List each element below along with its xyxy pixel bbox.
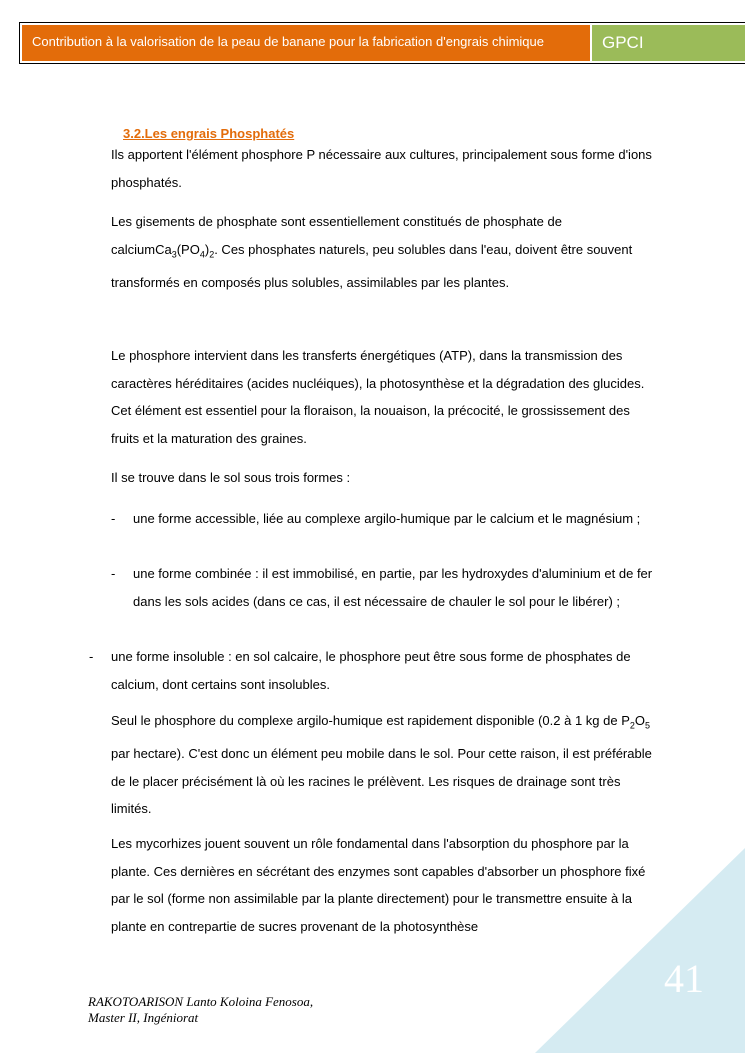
list-item: une forme insoluble : en sol calcaire, le phosphore peut être sous forme de phosphates de calcium, dont certains sont insolubles. (111, 649, 631, 692)
bullet-marker: - (89, 649, 94, 664)
paragraph-1: Ils apportent l'élément phosphore P nécessaire aux cultures, principalement sous forme d'ions phosphatés. (111, 147, 652, 190)
bullet-marker: - (111, 511, 116, 526)
section-heading: 3.2.Les engrais Phosphatés (123, 126, 295, 141)
page-number: 41 (664, 956, 704, 1001)
header-code: GPCI (592, 25, 745, 61)
paragraph-2: Les gisements de phosphate sont essentiellement constitués de phosphate de $calciumCa_3(PO_4)_2$. Ces phosphates naturels, peu solubles dans l'eau, doivent être souvent transformés en composés plus solubles, assimilables par les plantes. (111, 214, 633, 290)
footer-author (88, 994, 313, 1026)
author-degree: Master II, Ingéniorat (88, 1010, 199, 1025)
header-title: Contribution à la valorisation de la peau de banane pour la fabrication d'engrais chimique (22, 25, 592, 61)
list-item: une forme combinée : il est immobilisé, en partie, par les hydroxydes d'aluminium et de fer dans les sols acides (dans ce cas, il est nécessaire de chauler le sol pour le libérer) ; (133, 566, 653, 609)
bullet-marker: - (111, 566, 116, 581)
paragraph-6: Les mycorhizes jouent souvent un rôle fondamental dans l'absorption du phosphore par la plante. Ces dernières en sécrétant des enzymes sont capables d'absorber un phosphore fixé par le sol (forme non assimilable par la plante directement) pour le transmettre ensuite à la plante en contrepartie de sucres provenant de la photosynthèse (111, 836, 646, 934)
paragraph-5: Seul le phosphore du complexe argilo-humique est rapidement disponible (0.2 à 1 kg de $P_2O_5$ par hectare). C'est donc un élément peu mobile dans le sol. Pour cette raison, il est préférable de le placer précisément là où les racines le prélèvent. Les risques de drainage sont très limités. (111, 713, 652, 817)
author-name: RAKOTOARISON Lanto Koloina Fenosoa, (88, 994, 314, 1009)
list-item: une forme accessible, liée au complexe argilo-humique par le calcium et le magnésium ; (133, 511, 641, 526)
paragraph-4: Il se trouve dans le sol sous trois formes : (111, 470, 351, 485)
paragraph-3: Le phosphore intervient dans les transferts énergétiques (ATP), dans la transmission des caractères héréditaires (acides nucléiques), la photosynthèse et la dégradation des glucides. Cet élément est essentiel pour la floraison, la nouaison, la précocité, le grossissement des fruits et la maturation des graines. (111, 348, 645, 446)
page-header (19, 22, 745, 64)
